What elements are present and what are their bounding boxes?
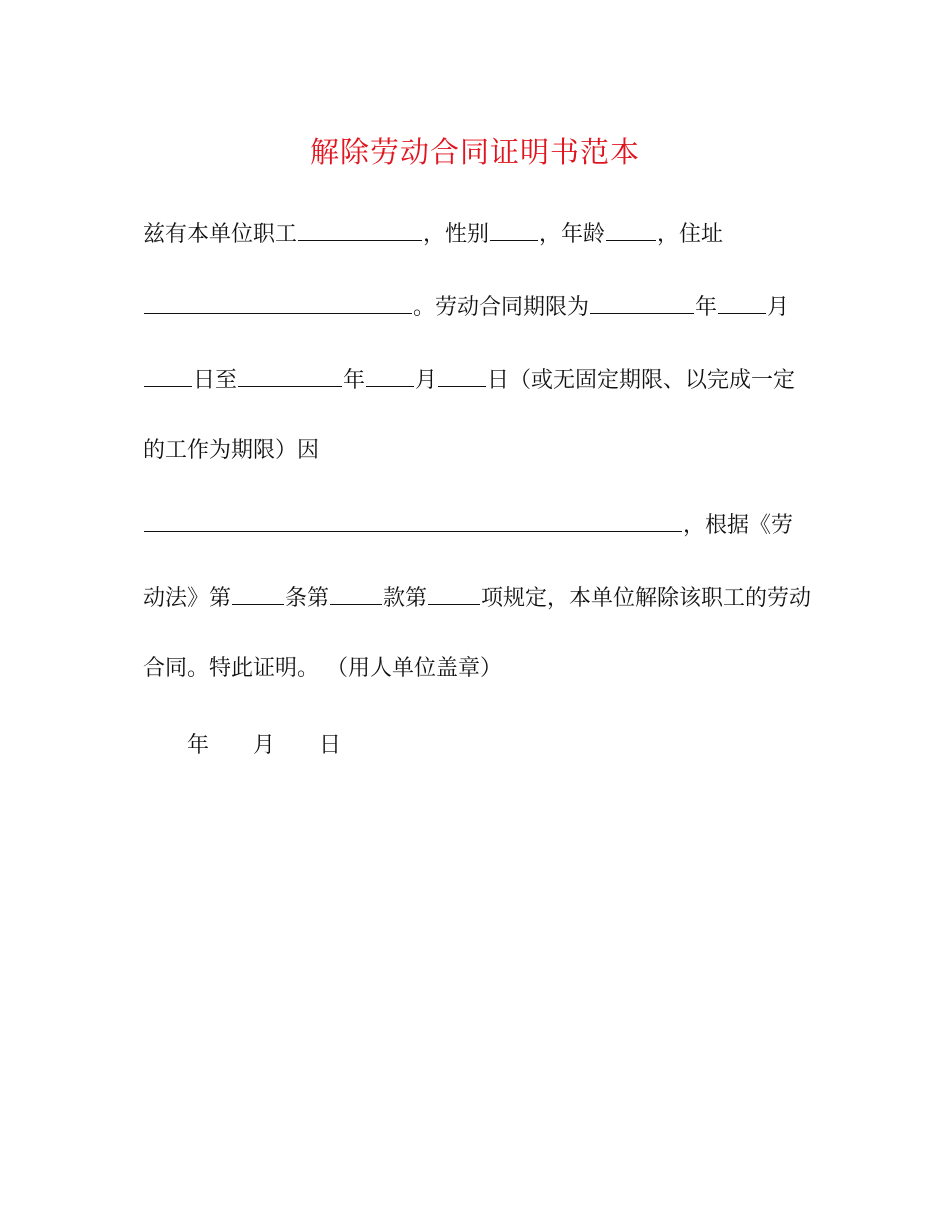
fill-blank-end-month[interactable] xyxy=(366,364,414,387)
fill-blank-address[interactable] xyxy=(144,291,412,314)
text-segment: 兹有本单位职工 xyxy=(143,222,298,247)
paragraph-line-7 xyxy=(143,654,502,684)
fill-blank-employee-name[interactable] xyxy=(298,218,422,241)
text-segment: ，年龄 xyxy=(539,222,606,247)
date-line xyxy=(187,728,341,759)
text-segment: 月 xyxy=(415,368,438,393)
fill-blank-end-year[interactable] xyxy=(238,364,342,387)
fill-blank-item[interactable] xyxy=(428,582,480,605)
text-segment: 年 xyxy=(695,295,718,320)
text-segment: 款第 xyxy=(383,586,428,611)
text-segment: ，住址 xyxy=(657,222,724,247)
text-segment: 月 xyxy=(767,295,790,320)
fill-blank-age[interactable] xyxy=(606,218,656,241)
text-segment: 的工作为期限）因 xyxy=(143,438,320,463)
text-segment: ，根据《劳 xyxy=(683,513,794,538)
document-title: 解除劳动合同证明书范本 xyxy=(309,135,640,169)
text-segment: 条第 xyxy=(285,586,330,611)
paragraph-line-6 xyxy=(143,582,811,614)
fill-blank-start-month[interactable] xyxy=(718,291,766,314)
fill-blank-start-day[interactable] xyxy=(144,364,192,387)
date-year-label: 年 xyxy=(187,733,210,758)
text-segment: ，性别 xyxy=(423,222,490,247)
text-segment: 日至 xyxy=(193,368,238,393)
fill-blank-gender[interactable] xyxy=(490,218,538,241)
fill-blank-reason[interactable] xyxy=(144,509,682,532)
fill-blank-start-year[interactable] xyxy=(590,291,694,314)
paragraph-line-2 xyxy=(143,291,789,323)
paragraph-line-5 xyxy=(143,509,793,541)
fill-blank-clause[interactable] xyxy=(330,582,382,605)
paragraph-line-1 xyxy=(143,218,723,250)
fill-blank-article[interactable] xyxy=(232,582,284,605)
date-day-label: 日 xyxy=(319,733,342,758)
text-segment: 动法》第 xyxy=(143,586,232,611)
text-segment: 合同。特此证明。 （用人单位盖章） xyxy=(143,656,502,681)
fill-blank-end-day[interactable] xyxy=(438,364,486,387)
date-month-label: 月 xyxy=(253,733,276,758)
text-segment: 项规定，本单位解除该职工的劳动 xyxy=(481,586,812,611)
text-segment: 年 xyxy=(343,368,366,393)
paragraph-line-4 xyxy=(143,436,319,466)
paragraph-line-3 xyxy=(143,364,795,396)
text-segment: 。劳动合同期限为 xyxy=(413,295,590,320)
text-segment: 日（或无固定期限、以完成一定 xyxy=(487,368,796,393)
